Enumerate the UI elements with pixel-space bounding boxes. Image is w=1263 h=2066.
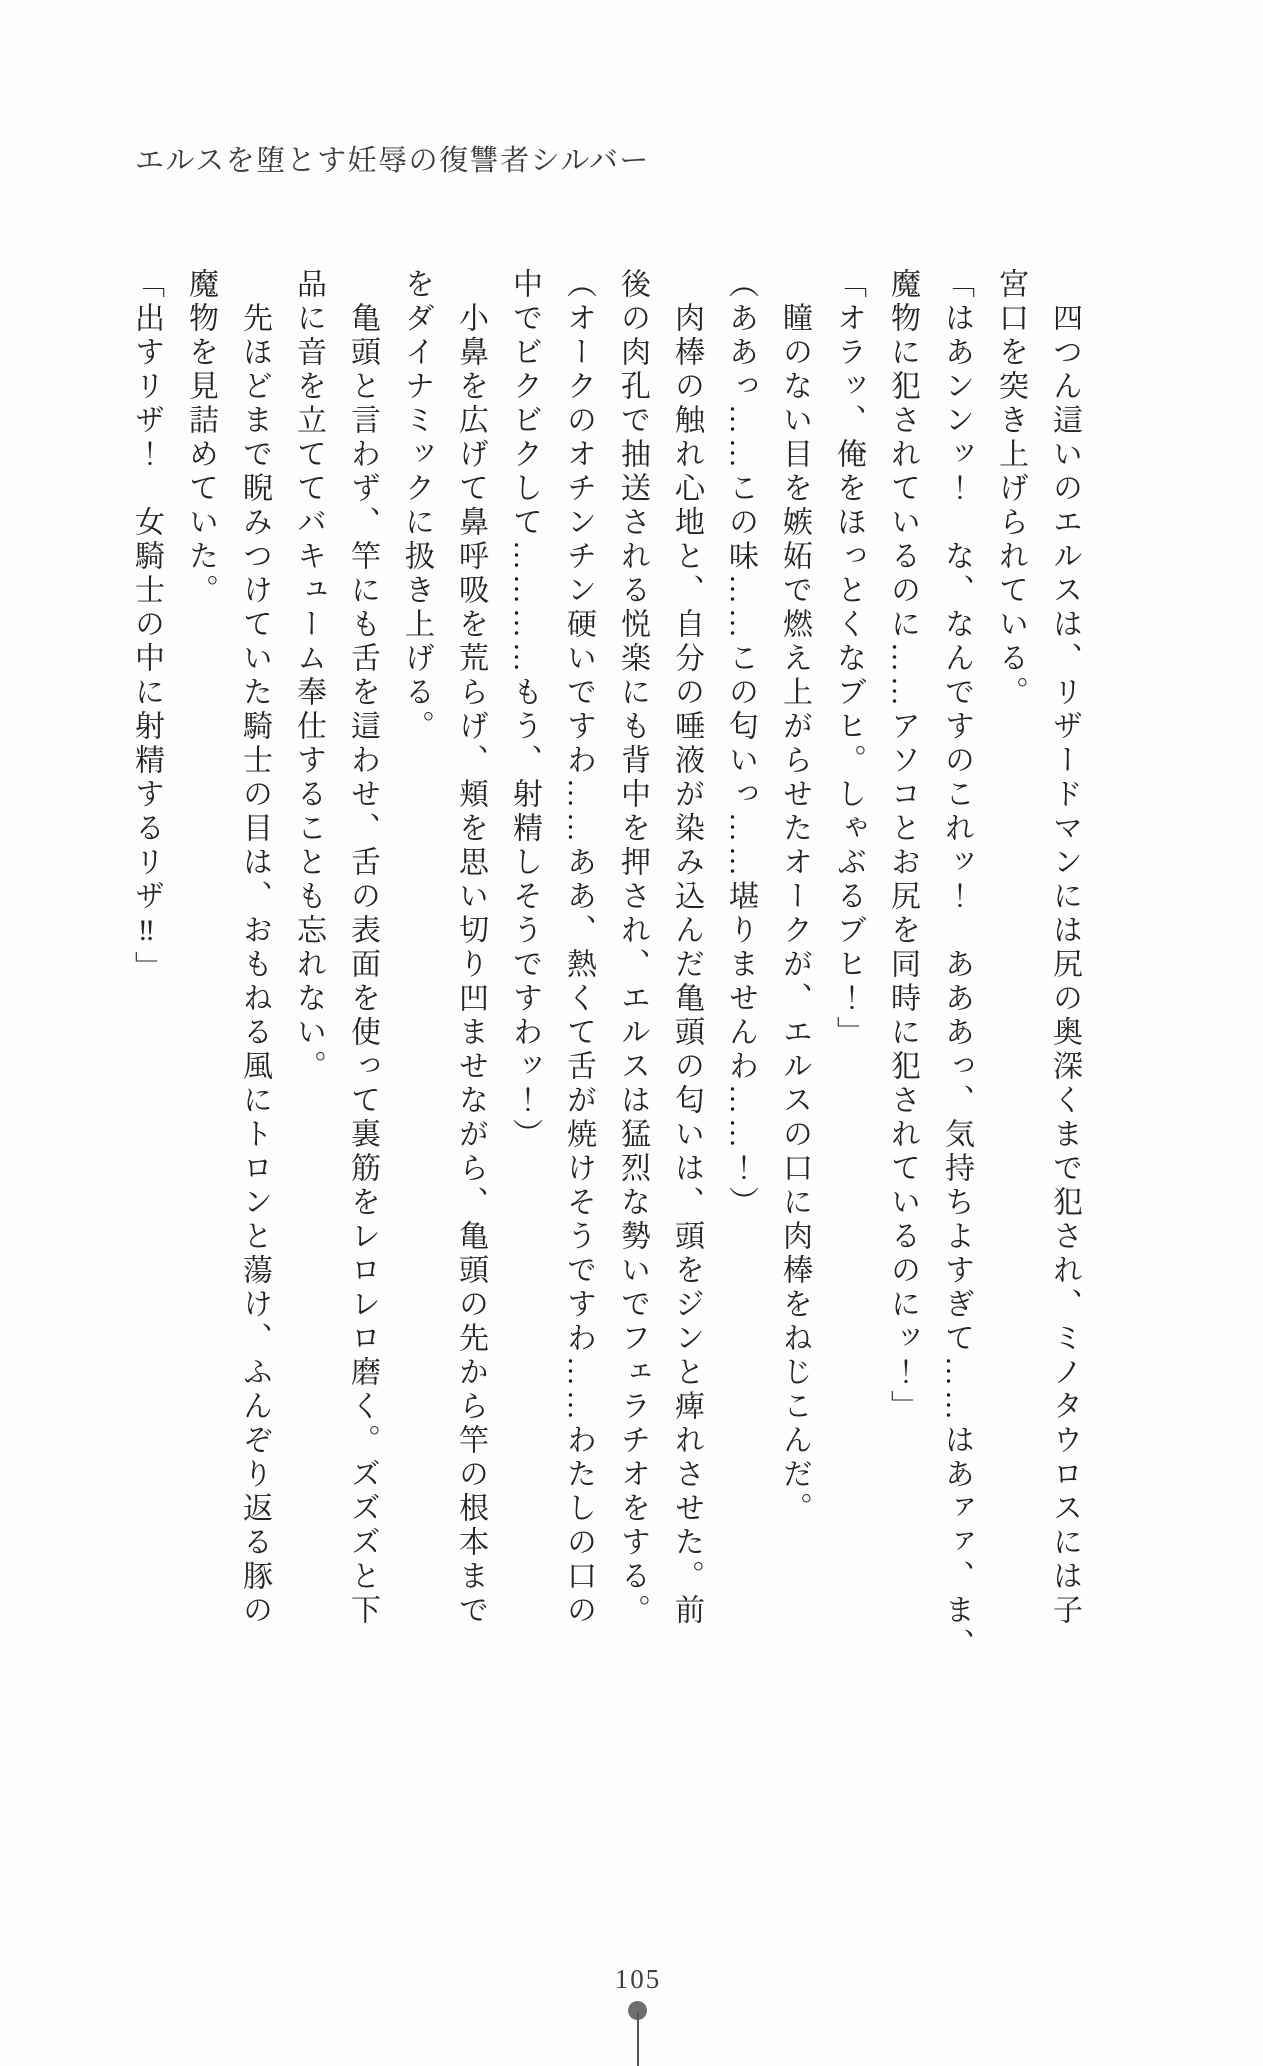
text-line: 亀頭と言わず、竿にも舌を這わせ、舌の表面を使って裏筋をレロレロ磨く。ズズズと下 — [346, 268, 379, 1628]
body-text — [115, 268, 1091, 1670]
text-line: 四つん這いのエルスは、リザードマンには尻の奥深くまで犯され、ミノタウロスには子 — [1048, 268, 1081, 1628]
text-line: 「出すリザ！ 女騎士の中に射精するリザ‼」 — [130, 268, 163, 985]
text-line: 魔物に犯されているのに……アソコとお尻を同時に犯されているのにッ！」 — [886, 268, 919, 1424]
text-line: をダイナミックに扱き上げる。 — [400, 268, 433, 744]
text-line: 小鼻を広げて鼻呼吸を荒らげ、頬を思い切り凹ませながら、亀頭の先から竿の根本まで — [454, 268, 487, 1628]
text-line: 後の肉孔で抽送される悦楽にも背中を押され、エルスは猛烈な勢いでフェラチオをする。 — [616, 268, 649, 1628]
text-line: 品に音を立ててバキューム奉仕することも忘れない。 — [292, 268, 325, 1084]
text-line: 先ほどまで睨みつけていた騎士の目は、おもねる風にトロンと蕩け、ふんぞり返る豚の — [238, 268, 271, 1628]
text-line: （ああっ……この味……この匂いっ……堪りませんわ……！） — [724, 268, 757, 1220]
text-line: 魔物を見詰めていた。 — [184, 268, 217, 608]
text-line: 中でビクビクして…………もう、射精しそうですわッ！） — [508, 268, 541, 1152]
text-line: 「オラッ、俺をほっとくなブヒ。しゃぶるブヒ！」 — [832, 268, 865, 1050]
page-number: 105 — [614, 1964, 662, 1994]
footer-ornament-line — [637, 2012, 639, 2066]
text-line: 宮口を突き上げられている。 — [994, 268, 1027, 710]
text-line: 肉棒の触れ心地と、自分の唾液が染み込んだ亀頭の匂いは、頭をジンと痺れさせた。前 — [670, 268, 703, 1628]
running-header-title: エルスを堕とす妊辱の復讐者シルバー — [135, 145, 650, 177]
text-line: 瞳のない目を嫉妬で燃え上がらせたオークが、エルスの口に肉棒をねじこんだ。 — [778, 268, 811, 1526]
text-line: （オークのオチンチン硬いですわ……ああ、熱くて舌が焼けそうですわ……わたしの口の — [562, 268, 595, 1628]
text-line: 「はあンンッ！ な、なんですのこれッ！ あああっ、気持ちよすぎて……はあァァ、ま、 — [940, 268, 973, 1662]
